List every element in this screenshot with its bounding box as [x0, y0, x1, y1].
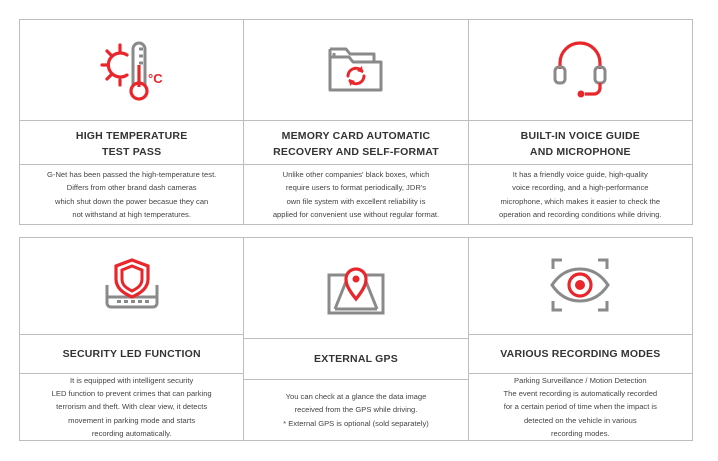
feature-title-line: MEMORY CARD AUTOMATIC: [281, 130, 431, 142]
feature-title-line: TEST PASS: [101, 146, 162, 158]
thermometer-sun-icon: [97, 35, 167, 105]
desc-line: The event recording is automatically recorded: [503, 389, 658, 399]
feature-description: [469, 373, 692, 440]
folder-sync-icon: [321, 35, 391, 105]
feature-card-memory-card: [244, 20, 468, 224]
desc-line: recording modes.: [550, 428, 610, 438]
feature-card-external-gps: [244, 238, 468, 440]
feature-card-recording-modes: [469, 238, 692, 440]
desc-line: which shut down the power becasue they can: [55, 196, 209, 206]
desc-line: applied for convenient use without regular format.: [272, 209, 440, 219]
feature-title: [244, 121, 467, 164]
desc-line: own file system with excellent reliability is: [286, 196, 426, 206]
desc-line: LED function to prevent crimes that can parking: [51, 389, 212, 399]
desc-line: detected on the vehicle in various: [523, 415, 637, 425]
desc-line: not withstand at high temperatures.: [72, 209, 191, 219]
icon-area: [20, 20, 243, 121]
icon-area: [20, 238, 243, 335]
desc-line: movement in parking mode and starts: [68, 415, 196, 425]
feature-title: [469, 121, 692, 164]
desc-line: It has a friendly voice guide, high-quality: [512, 170, 648, 180]
feature-card-security-led: [20, 238, 244, 440]
feature-row-2: [19, 237, 693, 441]
icon-area: [244, 238, 467, 339]
shield-led-icon: [97, 251, 167, 321]
celsius-label: °C: [147, 71, 163, 86]
desc-line: voice recording, and a high-performance: [512, 183, 649, 193]
desc-line: You can check at a glance the data image: [285, 392, 427, 402]
desc-line: terrorism and theft. With clear view, it detects: [56, 402, 208, 412]
feature-description: [20, 373, 243, 440]
feature-title-line: HIGH TEMPERATURE: [75, 130, 188, 142]
feature-description: [20, 164, 243, 224]
icon-area: [244, 20, 467, 121]
feature-title: [20, 335, 243, 373]
desc-line: Unlike other companies' black boxes, which: [282, 170, 430, 180]
desc-line: Differs from other brand dash cameras: [66, 183, 197, 193]
feature-title-line: SECURITY LED FUNCTION: [62, 347, 201, 360]
desc-line: * External GPS is optional (sold separately): [283, 418, 429, 428]
feature-title: [469, 335, 692, 373]
desc-line: received from the GPS while driving.: [294, 405, 418, 415]
feature-description: [244, 164, 467, 224]
feature-title-line: BUILT-IN VOICE GUIDE: [520, 130, 640, 142]
feature-description: [244, 379, 467, 440]
feature-description: [469, 164, 692, 224]
feature-title-line: EXTERNAL GPS: [314, 353, 398, 365]
feature-title-line: AND MICROPHONE: [529, 146, 631, 158]
icon-area: [469, 20, 692, 121]
feature-title-line: RECOVERY AND SELF-FORMAT: [273, 146, 439, 158]
desc-line: microphone, which makes it easier to check the: [500, 196, 661, 206]
map-pin-icon: [321, 253, 391, 323]
feature-card-voice-guide: [469, 20, 692, 224]
desc-line: for a certain period of time when the impact is: [503, 402, 657, 412]
desc-line: It is equipped with intelligent security: [70, 375, 194, 385]
desc-line: Parking Surveillance / Motion Detection: [514, 375, 647, 385]
feature-card-high-temperature: [20, 20, 244, 224]
desc-line: G-Net has been passed the high-temperature test.: [47, 170, 217, 180]
desc-line: recording automatically.: [91, 428, 172, 438]
feature-title: [20, 121, 243, 164]
feature-title-line: VARIOUS RECORDING MODES: [500, 347, 661, 360]
desc-line: require users to format periodically, JDR's: [285, 183, 427, 193]
feature-title: [244, 339, 467, 379]
headset-icon: [545, 35, 615, 105]
desc-line: operation and recording conditions while driving.: [499, 209, 662, 219]
feature-row-1: [19, 19, 693, 225]
icon-area: [469, 238, 692, 335]
eye-focus-icon: [545, 251, 615, 321]
